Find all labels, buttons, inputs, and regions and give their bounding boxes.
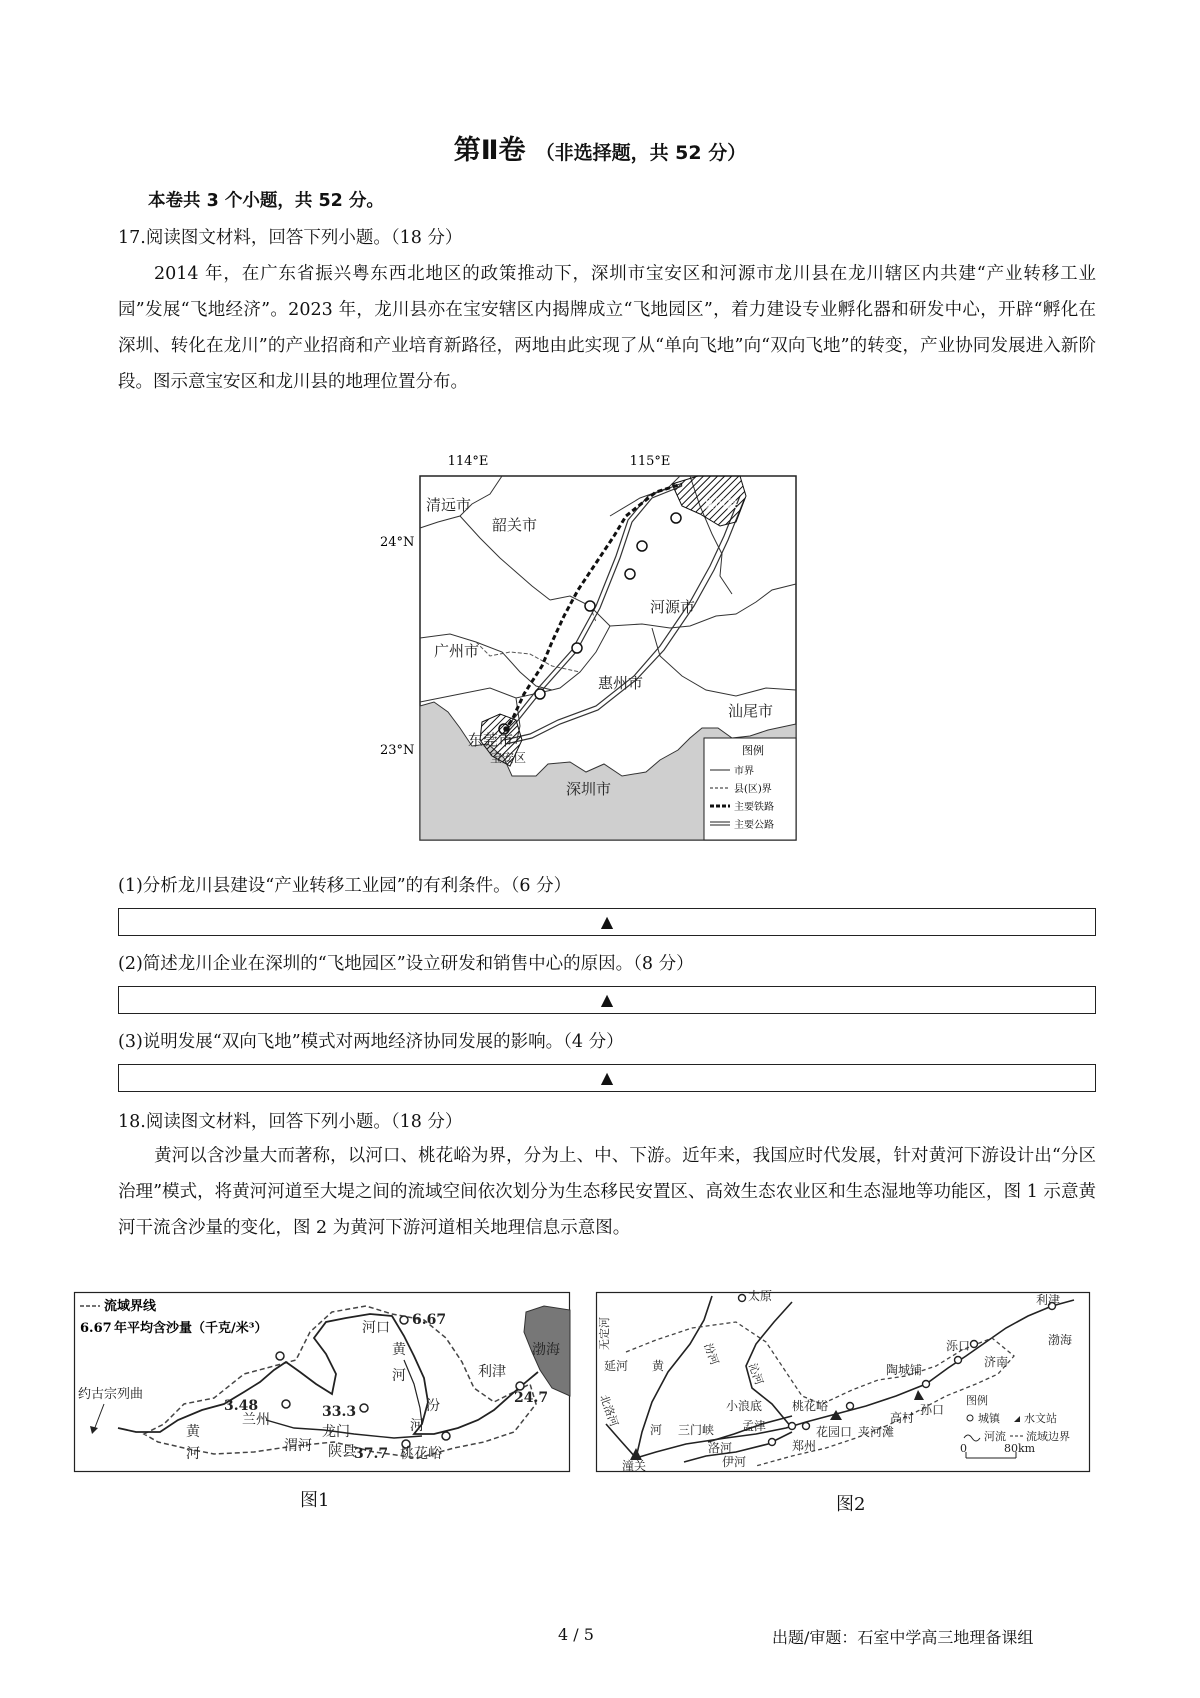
fig1-legend-text: 年平均含沙量（千克/米³）: [114, 1321, 268, 1336]
f2-label-yanhe: 延河: [604, 1359, 629, 1373]
q17-sub2: (2)简述龙川企业在深圳的“飞地园区”设立研发和销售中心的原因。（8 分）: [118, 954, 694, 974]
title-main: 第Ⅱ卷: [453, 135, 526, 166]
q17-map: [380, 450, 826, 845]
lat-label-24: 24°N: [380, 535, 415, 550]
fig2-legend-title: 图例: [966, 1394, 988, 1407]
place-longchuan: 龙川县: [702, 497, 739, 511]
label-huang: 黄: [392, 1342, 406, 1358]
legend-county-boundary: 县(区)界: [734, 784, 772, 795]
place-shanwei: 汕尾市: [728, 702, 774, 720]
fig1-caption: 图1: [300, 1490, 330, 1511]
f2-label-sanmenxia: 三门峡: [678, 1423, 715, 1437]
answer-mark: ▲: [600, 990, 614, 1009]
label-hekou: 河口: [362, 1320, 390, 1336]
f2-label-luokou: 泺口: [946, 1339, 971, 1353]
page-number: 4 / 5: [558, 1625, 594, 1644]
place-heyuan: 河源市: [650, 598, 696, 616]
f2-label-luohe: 洛河: [708, 1441, 733, 1455]
label-lijin: 利津: [478, 1364, 506, 1380]
fig2-legend-boundary: 流域边界: [1026, 1430, 1070, 1443]
f2-label-huayuankou: 花园口: [816, 1425, 853, 1439]
q17-heading: 17.阅读图文材料，回答下列小题。（18 分）: [118, 228, 463, 248]
place-shaoguan: 韶关市: [492, 516, 538, 534]
f2-label-tongguan: 潼关: [622, 1459, 647, 1473]
q17-material: [118, 256, 1096, 400]
q18-figure-2: [596, 1289, 1090, 1473]
label-huang-w: 黄: [186, 1424, 200, 1440]
place-guangzhou: 广州市: [434, 642, 480, 660]
f2-label-beiluohe: 北洛河: [597, 1392, 621, 1429]
legend-city-boundary: 市界: [734, 766, 754, 777]
label-he-w: 河: [186, 1446, 200, 1462]
f2-label-huang: 黄: [652, 1359, 665, 1373]
f2-label-yihe: 伊河: [722, 1455, 747, 1469]
legend-railway: 主要铁路: [734, 802, 774, 813]
value-lijin: 24.7: [514, 1390, 549, 1406]
f2-label-wudinghe: 无定河: [598, 1317, 611, 1350]
q18-material-text: 黄河以含沙量大而著称，以河口、桃花峪为界，分为上、中、下游。近年来，我国应时代发展，针对黄河下游设计出“分区治理”模式，将黄河河道至大堤之间的流域空间依次划分为生态移民安置区、高效生态农业区和生态湿地等功能区，图 1 示意黄河干流含沙量的变化，图 2 为黄河下游河道相关地理信息示意图。: [118, 1146, 1096, 1238]
legend-highway: 主要公路: [734, 820, 774, 831]
f2-label-gaocun: 高村: [890, 1411, 915, 1425]
value-hekou: 6.67: [412, 1312, 447, 1328]
q17-answer-box-3[interactable]: [118, 1064, 1096, 1092]
f2-label-he: 河: [650, 1423, 663, 1437]
label-lanzhou: 兰州: [242, 1412, 270, 1428]
fig2-scale-80: 80km: [1004, 1442, 1036, 1455]
answer-mark: ▲: [600, 912, 614, 931]
place-huizhou: 惠州市: [598, 674, 644, 692]
f2-label-taohuayu: 桃花峪: [792, 1399, 829, 1413]
label-fen-he: 河: [410, 1418, 424, 1434]
f2-label-taochengpu: 陶城铺: [886, 1363, 923, 1377]
lat-label-23: 23°N: [380, 743, 415, 758]
section-intro: 本卷共 3 个小题，共 52 分。: [148, 191, 384, 211]
label-taohuayu: 桃花峪: [400, 1446, 442, 1462]
lon-label-115: 115°E: [629, 454, 671, 469]
f2-label-mengjin: 孟津: [742, 1419, 767, 1433]
f2-label-fenhe: 汾河: [701, 1341, 721, 1367]
fig2-legend-station: 水文站: [1024, 1412, 1057, 1425]
label-yueguzonglie: 约古宗列曲: [78, 1387, 144, 1402]
label-shanxian: 陕县: [328, 1444, 356, 1460]
f2-label-jinan: 济南: [984, 1355, 1009, 1369]
q17-material-text: 2014 年，在广东省振兴粤东西北地区的政策推动下，深圳市宝安区和河源市龙川县在龙川辖区内共建“产业转移工业园”发展“飞地经济”。2023 年，龙川县亦在宝安辖区内揭牌成立“飞地园区”，着力建设专业孵化器和研发中心，开辟“孵化在深圳、转化在龙川”的产业招商和产业培育新路径，两地由此实现了从“单向飞地”向“双向飞地”的转变，产业协同发展进入新阶段。图示意宝安区和龙川县的地理位置分布。: [118, 264, 1096, 392]
fig1-legend-value: 6.67: [80, 1321, 112, 1336]
q17-answer-box-2[interactable]: [118, 986, 1096, 1014]
q18-figure-1: [74, 1292, 570, 1472]
f2-label-lijin: 利津: [1036, 1293, 1061, 1307]
f2-label-bohai: 渤海: [1048, 1333, 1073, 1347]
fig2-caption: 图2: [836, 1494, 866, 1515]
title-sub: （非选择题，共 52 分）: [535, 142, 747, 164]
value-shanxian: 37.7: [354, 1446, 389, 1462]
place-dongguan: 东莞市: [468, 731, 514, 749]
label-fen: 汾: [426, 1398, 440, 1414]
q17-sub3: (3)说明发展“双向飞地”模式对两地经济协同发展的影响。（4 分）: [118, 1032, 624, 1052]
place-baoan: 宝安区: [490, 751, 527, 765]
fig2-legend-river: 河流: [984, 1430, 1006, 1443]
value-longmen: 33.3: [322, 1404, 357, 1420]
f2-label-xiaolangdi: 小浪底: [726, 1399, 763, 1413]
q17-answer-box-1[interactable]: [118, 908, 1096, 936]
q18-material: [118, 1138, 1096, 1246]
footer-credit: 出题/审题：石室中学高三地理备课组: [772, 1628, 1034, 1647]
lon-label-114: 114°E: [447, 454, 489, 469]
label-he: 河: [392, 1368, 406, 1384]
fig2-scale-0: 0: [960, 1442, 967, 1455]
f2-label-taiyuan: 太原: [748, 1289, 773, 1303]
label-longmen: 龙门: [322, 1424, 350, 1440]
f2-label-sunkou: 孙口: [920, 1403, 945, 1417]
q17-sub1: (1)分析龙川县建设“产业转移工业园”的有利条件。（6 分）: [118, 876, 572, 896]
value-lanzhou: 3.48: [224, 1398, 259, 1414]
label-weihe: 渭河: [284, 1438, 312, 1454]
f2-label-zhengzhou: 郑州: [792, 1439, 817, 1453]
f2-label-qinhe: 沁河: [745, 1361, 766, 1387]
label-bohai: 渤海: [532, 1342, 560, 1358]
fig2-legend-town: 城镇: [978, 1412, 1000, 1425]
map-legend: [704, 738, 796, 840]
map-legend-title: 图例: [742, 744, 764, 757]
answer-mark: ▲: [600, 1068, 614, 1087]
f2-label-jiahetan: 夹河滩: [858, 1425, 895, 1439]
q18-heading: 18.阅读图文材料，回答下列小题。（18 分）: [118, 1112, 463, 1132]
place-shenzhen: 深圳市: [566, 780, 612, 798]
section-title: [0, 128, 1200, 167]
fig1-legend-boundary: 流域界线: [104, 1299, 157, 1314]
place-qingyuan: 清远市: [426, 496, 472, 514]
